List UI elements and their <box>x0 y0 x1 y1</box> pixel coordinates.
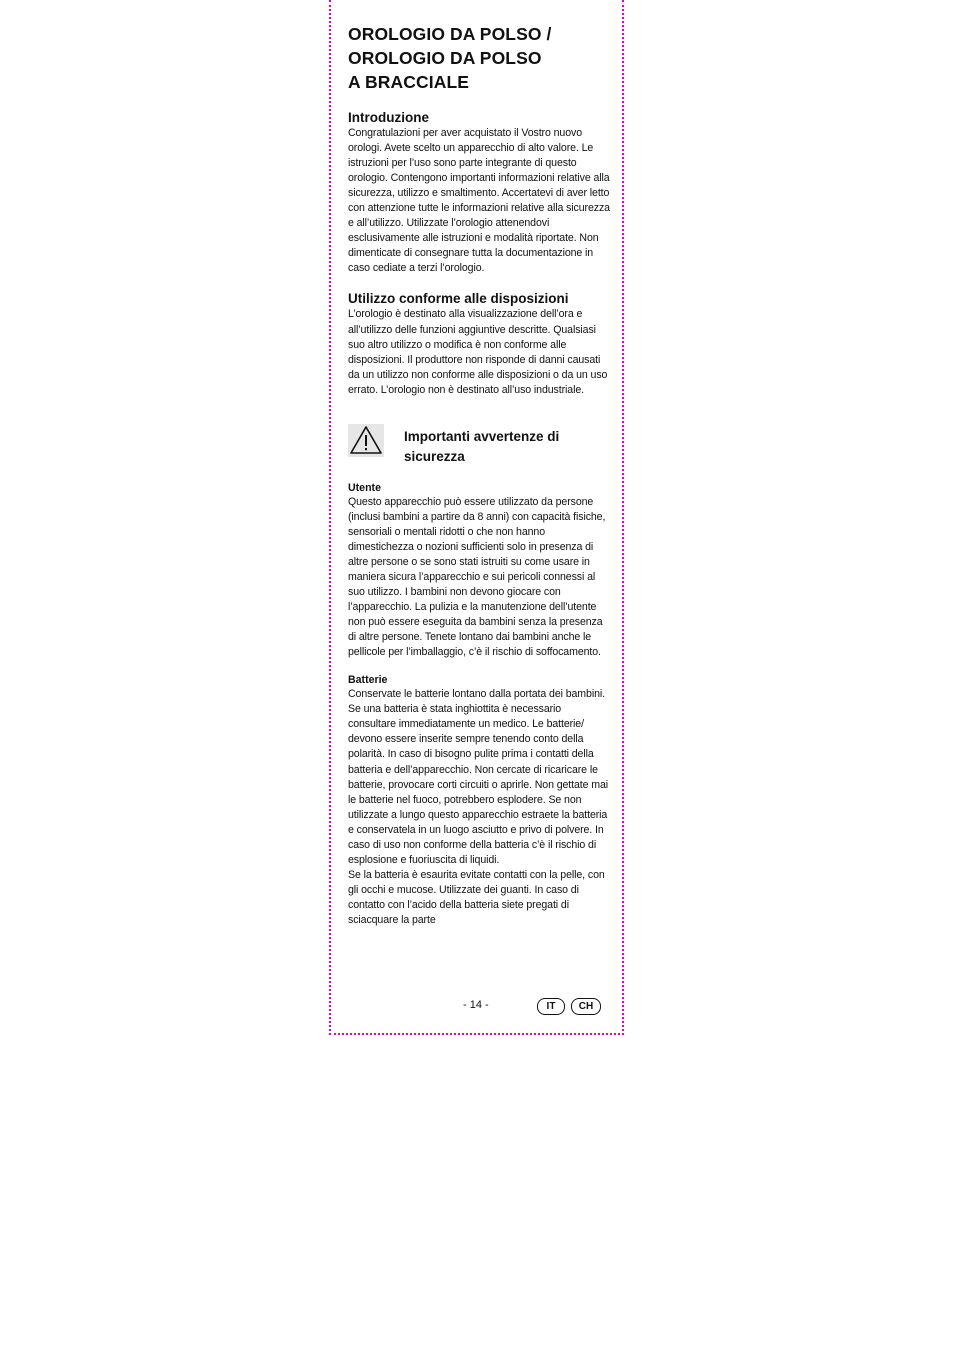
title-line: OROLOGIO DA POLSO <box>348 48 542 68</box>
language-badge-it: IT <box>537 998 565 1015</box>
subsection-heading-batterie: Batterie <box>348 674 388 687</box>
subsection-body-utente: Questo apparecchio può essere utilizzato da persone (inclusi bambini a partire da 8 anni) con capacità fisiche, sensoriali o mentali ridotti o che non hanno dimestichezza o nozioni sufficienti solo in presenza di altre persone o se sono stati istruiti su come usare in maniera sicura l’apparecchio e sui pericoli connessi al suo utilizzo. I bambini non devono giocare con l’apparecchio. La pulizia e la manutenzione dell’utente non può essere eseguita da bambini senza la presenza di altre persone. Tenete lontano dai bambini anche le pellicole per l’imballaggio, c’è il rischio di soffocamento. <box>348 495 606 659</box>
section-body-utilizzo: L’orologio è destinato alla visualizzazione dell’ora e all’utilizzo delle funzioni aggiuntive descritte. Qualsiasi suo altro utilizzo o modifica è non conforme alle disposizioni. Il produttore non risponde di danni causati da un utilizzo non conforme alle disposizioni o da un uso errato. L’orologio non è destinato all’uso industriale. <box>348 308 608 396</box>
page-number: - 14 - <box>463 999 489 1011</box>
safety-warning-heading: Importanti avvertenze di sicurezza <box>404 428 560 464</box>
title-line: OROLOGIO DA POLSO / <box>348 24 552 44</box>
language-badge-ch: CH <box>571 998 601 1015</box>
safety-warning-header <box>348 424 610 474</box>
warning-triangle-icon <box>348 424 384 457</box>
page-content <box>348 22 610 928</box>
document-page <box>329 0 624 1035</box>
section-heading-introduzione: Introduzione <box>348 110 429 125</box>
section-body-introduzione: Congratulazioni per aver acquistato il Vostro nuovo orologi. Avete scelto un apparecchio di alto valore. Le istruzioni per l’uso sono parte integrante di questo orologio. Contengono importanti informazioni relative alla sicurezza, utilizzo e smaltimento. Accertatevi di aver letto con attenzione tutte le informazioni relative alla sicurezza e all’utilizzo. Utilizzate l’orologio attenendovi esclusivamente alle istruzioni e modalità riportate. Non dimenticate di consegnare tutta la documentazione in caso cediate a terzi l’orologio. <box>348 127 610 275</box>
subsection-heading-utente: Utente <box>348 481 381 494</box>
subsection-body-batterie: Conservate le batterie lontano dalla portata dei bambini. Se una batteria è stata inghiottita è necessario consultare immediatamente un medico. Le batterie/ devono essere inserite sempre tenendo conto della polarità. In caso di bisogno pulite prima i contatti della batteria e dell’apparecchio. Non cercate di ricaricare le batterie, provocare corti circuiti o aprirle. Non gettate mai le batterie nel fuoco, potrebbero esplodere. Se non utilizzate a lungo questo apparecchio estraete la batteria e conservatela in un luogo asciutto e privo di polvere. In caso di uso non conforme della batteria c’è il rischio di esplosione e fuoriuscita di liquidi. <box>348 688 609 866</box>
page-footer <box>331 996 622 1016</box>
subsection-body-batterie-continued: Se la batteria è esaurita evitate contatti con la pelle, con gli occhi e mucose. Utilizzate dei guanti. In caso di contatto con l’acido della batteria siete pregati di sciacquare la parte <box>348 868 605 926</box>
title-line: A BRACCIALE <box>348 72 470 92</box>
section-heading-utilizzo: Utilizzo conforme alle disposizioni <box>348 291 569 307</box>
document-title <box>348 22 610 94</box>
